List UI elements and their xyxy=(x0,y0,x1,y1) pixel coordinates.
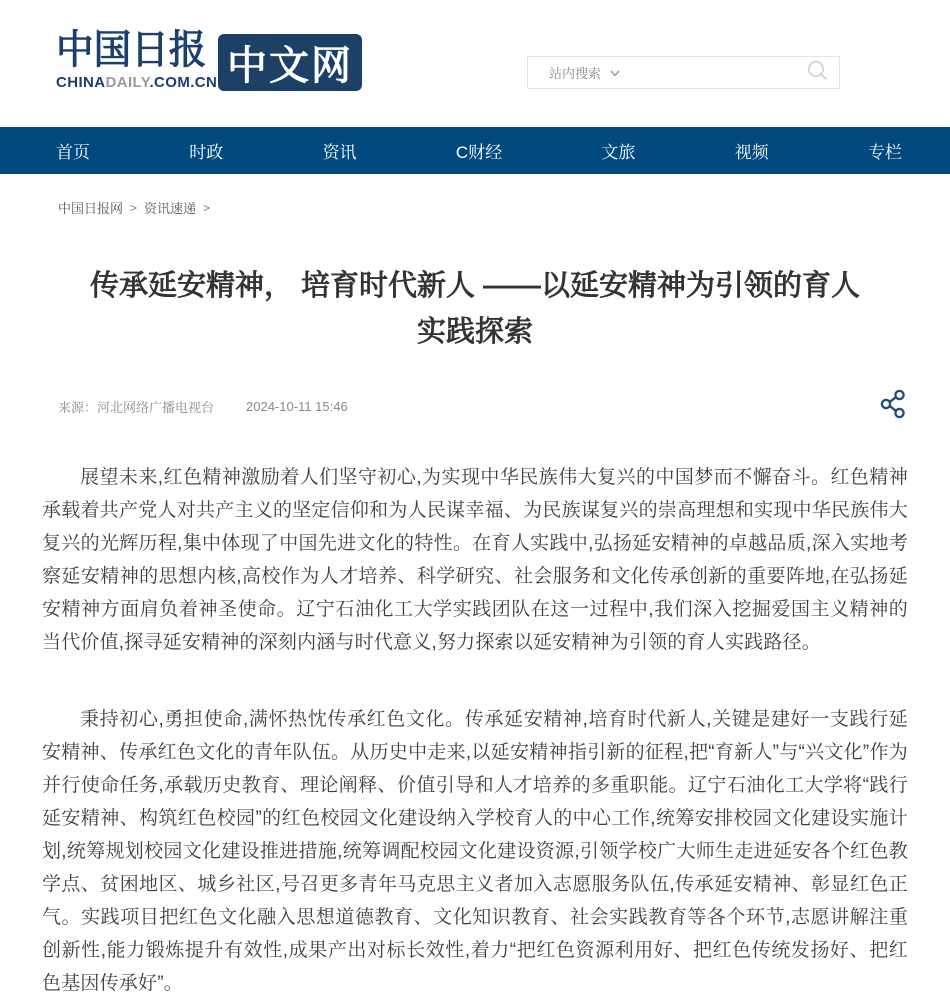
site-logo[interactable] xyxy=(56,26,362,92)
breadcrumb-separator-icon: > xyxy=(203,200,211,215)
logo-calligraphy-text: 中国日报 xyxy=(56,26,207,73)
nav-item-news[interactable]: 资讯 xyxy=(322,143,357,162)
nav-item-finance[interactable]: C财经 xyxy=(455,143,503,162)
article-title: 传承延安精神， 培育时代新人 ——以延安精神为引领的育人实践探索 xyxy=(89,270,861,348)
article-page xyxy=(0,198,950,1000)
logo-wordmark-daily: DAILY xyxy=(105,74,150,91)
breadcrumb-item-newsfeed[interactable]: 资讯速递 xyxy=(144,201,197,216)
chevron-down-icon xyxy=(610,65,620,80)
nav-item-culture[interactable]: 文旅 xyxy=(601,143,636,162)
logo-wordmark xyxy=(56,74,218,92)
nav-item-home[interactable]: 首页 xyxy=(56,143,90,162)
article-source: 来源：河北网络广播电视台 xyxy=(58,399,215,415)
article-paragraph: 秉持初心,勇担使命,满怀热忱传承红色文化。传承延安精神,培育时代新人,关键是建好一支践行延安精神、传承红色文化的青年队伍。从历史中走来,以延安精神指引新的征程,把“育新人”与“兴文化”作为并行使命任务,承载历史教育、理论阐释、价值引导和人才培养的多重职能。辽宁石油化工大学将“践行延安精神、构筑红色校园”的红色校园文化建设纳入学校育人的中心工作,统筹安排校园文化建设实施计划,统筹规划校园文化建设推进措施,统筹调配校园文化建设资源,引领学校广大师生走进延安各个红色教学点、贫困地区、城乡社区,号召更多青年马克思主义者加入志愿服务队伍,传承延安精神、彰显红色正气。实践项目把红色文化融入思想道德教育、文化知识教育、社会实践教育等各个环节,志愿讲解注重创新性,能力锻炼提升有效性,成果产出对标长效性,着力“把红色资源利用好、把红色传统发扬好、把红色基因传承好”。 xyxy=(42,709,908,994)
search-submit-button[interactable] xyxy=(795,57,839,88)
logo-wordmark-domain: .COM.CN xyxy=(149,74,218,91)
logo-wordmark-china: CHINA xyxy=(56,74,106,91)
share-button[interactable] xyxy=(876,387,910,425)
logo-text-column xyxy=(56,26,218,92)
article-paragraph: 展望未来,红色精神激励着人们坚守初心,为实现中华民族伟大复兴的中国梦而不懈奋斗。红色精神承载着共产党人对共产主义的坚定信仰和为人民谋幸福、为民族谋复兴的崇高理想和实现中华民族伟大复兴的光辉历程,集中体现了中国先进文化的特性。在育人实践中,弘扬延安精神的卓越品质,深入实地考察延安精神的思想内核,高校作为人才培养、科学研究、社会服务和文化传承创新的重要阵地,在弘扬延安精神方面肩负着神圣使命。辽宁石油化工大学实践团队在这一过程中,我们深入挖掘爱国主义精神的当代价值,探寻延安精神的深刻内涵与时代意义,努力探索以延安精神为引领的育人实践路径。 xyxy=(42,467,908,653)
nav-item-columns[interactable]: 专栏 xyxy=(867,143,902,162)
magnifier-icon xyxy=(806,59,829,87)
article-meta-row xyxy=(36,391,914,421)
site-search-box[interactable] xyxy=(527,56,840,89)
nav-item-politics[interactable]: 时政 xyxy=(189,143,224,162)
search-scope-label: 站内搜索 xyxy=(549,66,602,81)
breadcrumb xyxy=(58,198,914,217)
share-icon xyxy=(880,389,906,424)
site-header xyxy=(0,0,950,127)
logo-badge-zhongwenwang: 中文网 xyxy=(218,34,362,91)
article-body xyxy=(36,461,914,1000)
nav-item-video[interactable]: 视频 xyxy=(734,143,769,162)
main-navigation xyxy=(0,127,950,174)
article-datetime: 2024-10-11 15:46 xyxy=(246,398,348,414)
breadcrumb-separator-icon: > xyxy=(130,200,138,215)
breadcrumb-item-chinadaily[interactable]: 中国日报网 xyxy=(58,201,124,216)
search-scope-dropdown[interactable] xyxy=(528,63,620,82)
